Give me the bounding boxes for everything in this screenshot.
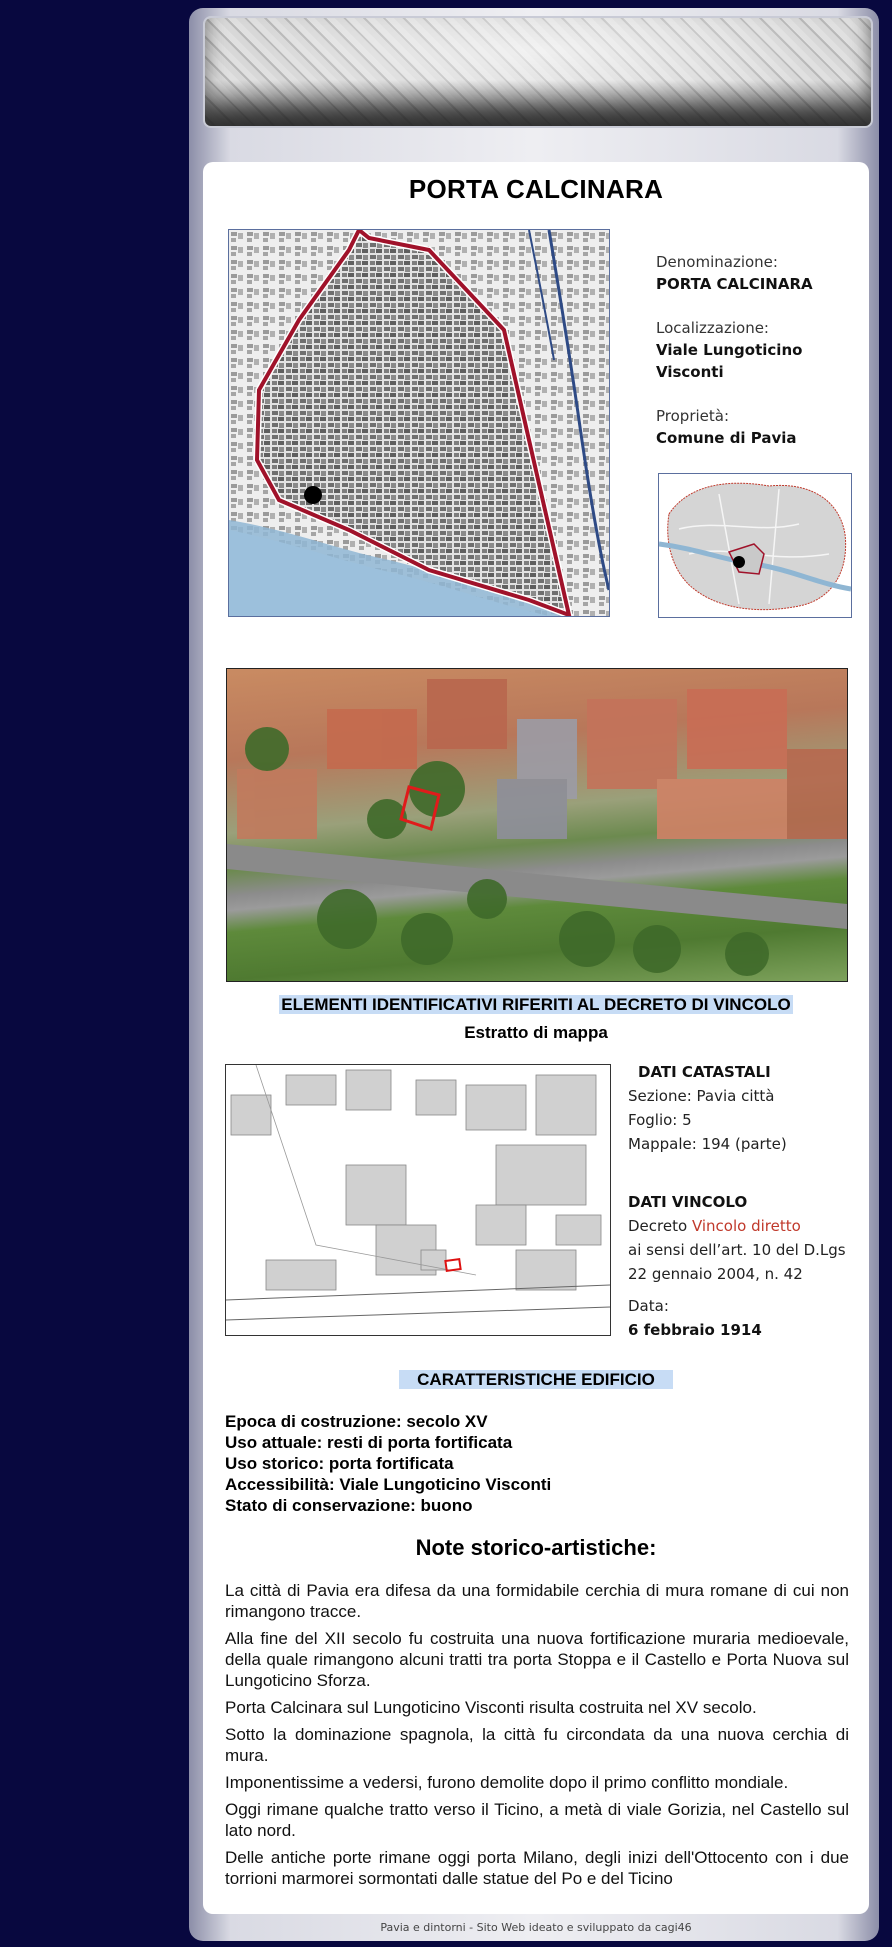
localizzazione-value-2: Visconti bbox=[656, 363, 724, 381]
notes-heading: Note storico-artistiche: bbox=[415, 1535, 657, 1560]
feature-item: Accessibilità: Viale Lungoticino Visconti bbox=[225, 1475, 552, 1494]
feature-item: Epoca di costruzione: secolo XV bbox=[225, 1412, 488, 1431]
proprieta-value: Comune di Pavia bbox=[656, 429, 797, 447]
vincolo-diretto-link[interactable]: Vincolo diretto bbox=[691, 1217, 801, 1235]
note-paragraph: Delle antiche porte rimane oggi porta Milano, degli inizi dell'Ottocento con i due torrioni marmorei sormontati dalle statue del Po e del Ticino bbox=[225, 1848, 849, 1888]
city-map[interactable] bbox=[228, 229, 610, 617]
localizzazione-label: Localizzazione: bbox=[656, 319, 769, 337]
decreto-line bbox=[628, 1214, 858, 1238]
data-value: 6 febbraio 1914 bbox=[628, 1321, 762, 1339]
data-label: Data: bbox=[628, 1297, 669, 1315]
feature-item: Uso attuale: resti di porta fortificata bbox=[225, 1433, 513, 1452]
page-title: PORTA CALCINARA bbox=[408, 174, 664, 204]
localizzazione-value-1: Viale Lungoticino bbox=[656, 341, 803, 359]
denominazione-label: Denominazione: bbox=[656, 253, 778, 271]
mappale: Mappale: 194 (parte) bbox=[628, 1135, 787, 1153]
aerial-photo[interactable] bbox=[226, 668, 848, 982]
footer-credit: Pavia e dintorni - Sito Web ideato e sviluppato da cagi46 bbox=[380, 1921, 692, 1934]
notes-text bbox=[225, 1580, 849, 1895]
ai-sensi-1: ai sensi dell’art. 10 del D.Lgs bbox=[628, 1241, 846, 1259]
overview-map[interactable] bbox=[658, 473, 852, 618]
vincolo-title: DATI VINCOLO bbox=[628, 1193, 748, 1211]
cadastral-data bbox=[628, 1060, 858, 1342]
note-paragraph: La città di Pavia era difesa da una formidabile cerchia di mura romane di cui non rimangono tracce. bbox=[225, 1581, 849, 1621]
note-paragraph: Porta Calcinara sul Lungoticino Visconti risulta costruita nel XV secolo. bbox=[225, 1698, 757, 1717]
decree-subheading: Estratto di mappa bbox=[464, 1023, 608, 1042]
proprieta-label: Proprietà: bbox=[656, 407, 730, 425]
header-banner bbox=[203, 16, 873, 128]
note-paragraph: Sotto la dominazione spagnola, la città fu circondata da una nuova cerchia di mura. bbox=[225, 1725, 849, 1765]
ai-sensi-2: 22 gennaio 2004, n. 42 bbox=[628, 1265, 803, 1283]
cadastral-map[interactable] bbox=[225, 1064, 611, 1336]
note-paragraph: Alla fine del XII secolo fu costruita una nuova fortificazione muraria medioevale, della quale rimangono alcuni tratti tra porta Stoppa e il Castello e Porta Nuova sul Lungoticino Sforza. bbox=[225, 1629, 849, 1690]
features-list bbox=[225, 1411, 845, 1516]
location-marker bbox=[304, 486, 322, 504]
denominazione-value: PORTA CALCINARA bbox=[656, 275, 813, 293]
catastali-title: DATI CATASTALI bbox=[638, 1063, 771, 1081]
feature-item: Stato di conservazione: buono bbox=[225, 1496, 473, 1515]
decreto-prefix: Decreto bbox=[628, 1217, 688, 1235]
foglio: Foglio: 5 bbox=[628, 1111, 692, 1129]
features-heading: CARATTERISTICHE EDIFICIO bbox=[399, 1370, 673, 1389]
note-paragraph: Oggi rimane qualche tratto verso il Ticino, a metà di viale Gorizia, nel Castello sul lato nord. bbox=[225, 1800, 849, 1840]
feature-item: Uso storico: porta fortificata bbox=[225, 1454, 454, 1473]
sezione: Sezione: Pavia città bbox=[628, 1087, 775, 1105]
details-panel bbox=[656, 251, 856, 449]
decree-heading: ELEMENTI IDENTIFICATIVI RIFERITI AL DECRETO DI VINCOLO bbox=[281, 995, 791, 1014]
note-paragraph: Imponentissime a vedersi, furono demolite dopo il primo conflitto mondiale. bbox=[225, 1773, 789, 1792]
